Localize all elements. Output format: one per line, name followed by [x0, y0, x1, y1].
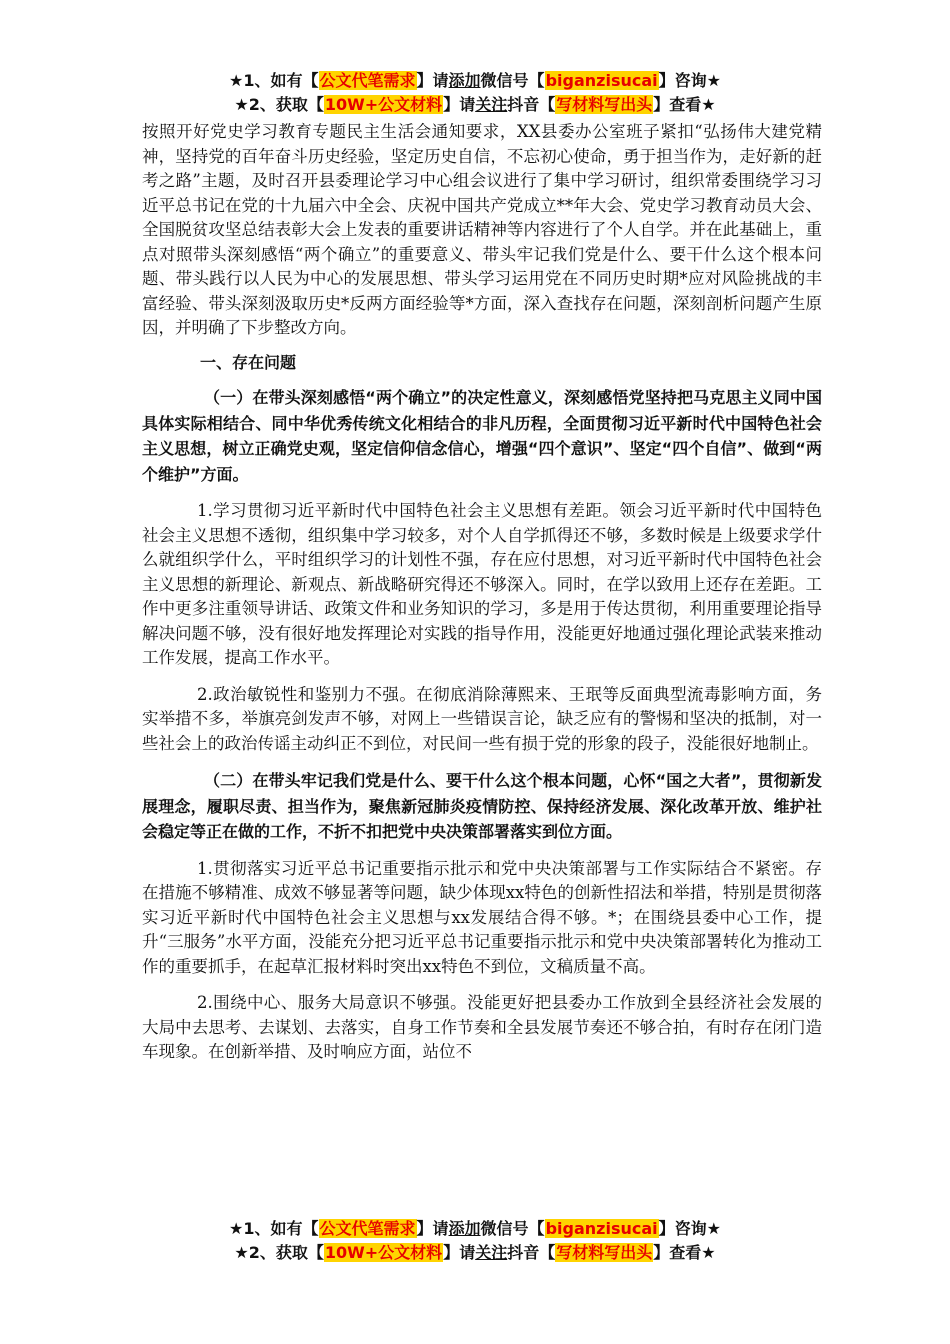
section-heading: 一、存在问题 — [200, 352, 297, 372]
intro-paragraph: 按照开好党史学习教育专题民主生活会通知要求，XX县委办公室班子紧扣“弘扬伟大建党精神，坚持党的百年奋斗历史经验，坚定历史自信，不忘初心使命，勇于担当作为，走好新的赶考之路”主题，及时召开县委理论学习中心组会议进行了集中学习研讨，组织常委围绕学习习近平总书记在党的十九届六中全会、庆祝中国共产党成立**年大会、党史学习教育动员大会、全国脱贫攻坚总结表彰大会上发表的重要讲话精神等内容进行了个人自学。并在此基础上，重点对照带头深刻感悟“两个确立”的重要意义、带头牢记我们党是什么、要干什么这个根本问题、带头践行以人民为中心的发展思想、带头学习运用党在不同历史时期*应对风险挑战的丰富经验、带头深刻汲取历史*反两方面经验等*方面，深入查找存在问题，深刻剖析问题产生原因，并明确了下步整改方向。 — [142, 122, 822, 337]
banner-top — [0, 69, 950, 117]
banner-line-1: ★1、如有【公文代笔需求】请添加微信号【biganzisucai】咨询★ — [229, 1219, 721, 1238]
banner-bottom — [0, 1217, 950, 1265]
banner-line-2: ★2、获取【10W+公文材料】请关注抖音【写材料写出头】查看★ — [234, 95, 716, 114]
highlight-wechat-id: biganzisucai — [545, 1219, 658, 1238]
paragraph-item: 2.政治敏锐性和鉴别力不强。在彻底消除薄熙来、王珉等反面典型流毒影响方面，务实举措不多，举旗亮剑发声不够，对网上一些错误言论，缺乏应有的警惕和坚决的抵制，对一些社会上的政治传谣主动纠正不到位，对民间一些有损于党的形象的段子，没能很好地制止。 — [142, 684, 822, 753]
highlight-douyin-account: 写材料写出头 — [556, 1243, 653, 1262]
paragraph-item: 1.贯彻落实习近平总书记重要指示批示和党中央决策部署与工作实际结合不紧密。存在措施不够精准、成效不够显著等问题，缺少体现xx特色的创新性招法和举措，特别是贯彻落实习近平新时代中国特色社会主义思想与xx发展结合得不够。*；在围绕县委中心工作，提升“三服务”水平方面，没能充分把习近平总书记重要指示批示和党中央决策部署转化为推动工作的重要抓手，在起草汇报材料时突出xx特色不到位，文稿质量不高。 — [142, 858, 822, 976]
highlight-douyin-account: 写材料写出头 — [556, 95, 653, 114]
highlight-service: 公文代笔需求 — [319, 71, 416, 90]
subsection-heading-2: （二）在带头牢记我们党是什么、要干什么这个根本问题，心怀“国之大者”，贯彻新发展理念，履职尽责、担当作为，聚焦新冠肺炎疫情防控、保持经济发展、深化改革开放、维护社会稳定等正在做的工作，不折不扣把党中央决策部署落实到位方面。 — [142, 771, 822, 841]
document-body — [142, 120, 822, 1077]
highlight-materials: 10W+公文材料 — [324, 1243, 443, 1262]
highlight-wechat-id: biganzisucai — [545, 71, 658, 90]
paragraph-item: 1.学习贯彻习近平新时代中国特色社会主义思想有差距。领会习近平新时代中国特色社会主义思想不透彻，组织集中学习较多，对个人自学抓得还不够，多数时候是上级要求学什么就组织学什么，平时组织学习的计划性不强，存在应付思想，对习近平新时代中国特色社会主义思想的新理论、新观点、新战略研究得还不够深入。同时，在学以致用上还存在差距。工作中更多注重领导讲话、政策文件和业务知识的学习，多是用于传达贯彻，利用重要理论指导解决问题不够，没有很好地发挥理论对实践的指导作用，没能更好地通过强化理论武装来推动工作发展，提高工作水平。 — [142, 501, 822, 667]
highlight-materials: 10W+公文材料 — [324, 95, 443, 114]
highlight-service: 公文代笔需求 — [319, 1219, 416, 1238]
banner-line-2: ★2、获取【10W+公文材料】请关注抖音【写材料写出头】查看★ — [234, 1243, 716, 1262]
subsection-heading-1: （一）在带头深刻感悟“两个确立”的决定性意义，深刻感悟党坚持把马克思主义同中国具体实际相结合、同中华优秀传统文化相结合的非凡历程，全面贯彻习近平新时代中国特色社会主义思想，树立正确党史观，坚定信仰信念信心，增强“四个意识”、坚定“四个自信”、做到“两个维护”方面。 — [142, 388, 822, 484]
banner-line-1: ★1、如有【公文代笔需求】请添加微信号【biganzisucai】咨询★ — [229, 71, 721, 90]
paragraph-item: 2.围绕中心、服务大局意识不够强。没能更好把县委办工作放到全县经济社会发展的大局中去思考、去谋划、去落实，自身工作节奏和全县发展节奏还不够合拍，有时存在闭门造车现象。在创新举措、及时响应方面，站位不 — [142, 993, 822, 1061]
